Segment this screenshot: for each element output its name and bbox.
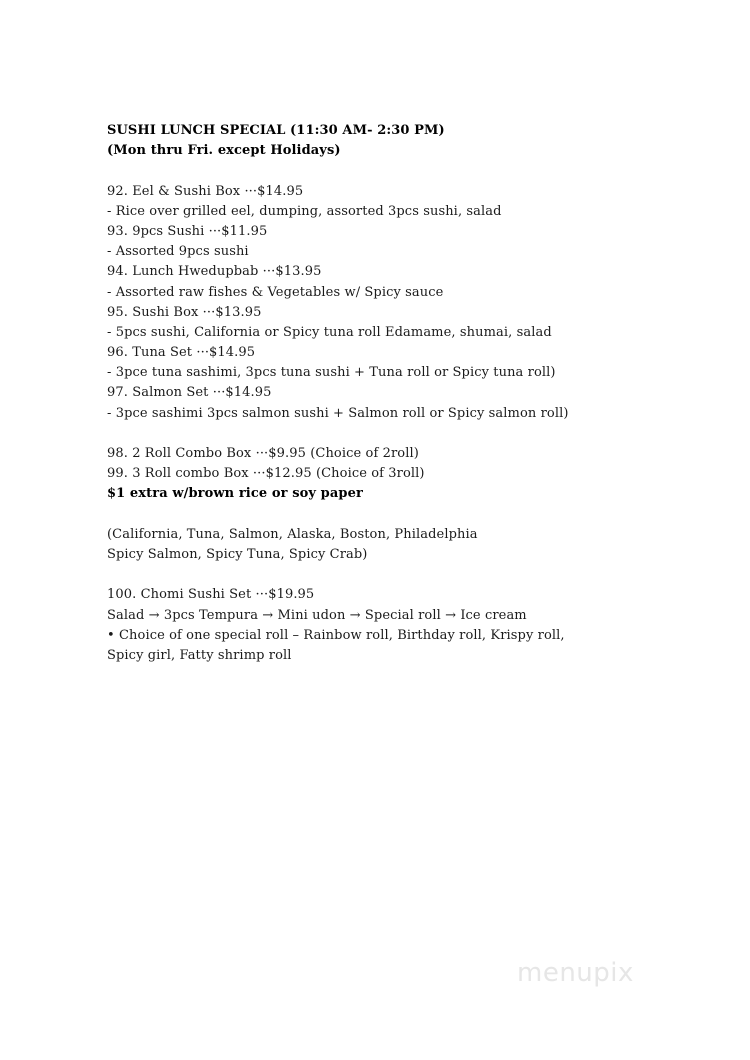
item-100-courses: Salad → 3pcs Tempura → Mini udon → Special roll → Ice cream xyxy=(107,607,527,623)
item-96-desc: - 3pce tuna sashimi, 3pcs tuna sushi + Tuna roll or Spicy tuna roll) xyxy=(107,365,556,381)
item-100-special-line-1: • Choice of one special roll – Rainbow roll, Birthday roll, Krispy roll, xyxy=(107,627,565,643)
item-94-name: 94. Lunch Hwedupbab ···$13.95 xyxy=(107,264,322,280)
item-100-name: 100. Chomi Sushi Set ···$19.95 xyxy=(107,587,315,603)
menu-page xyxy=(107,121,727,666)
combo-3-roll: 99. 3 Roll combo Box ···$12.95 (Choice of 3roll) xyxy=(107,466,425,482)
item-97-desc: - 3pce sashimi 3pcs salmon sushi + Salmon roll or Spicy salmon roll) xyxy=(107,405,569,421)
watermark-logo: menupix xyxy=(517,958,634,988)
roll-choices-line-1: (California, Tuna, Salmon, Alaska, Boston, Philadelphia xyxy=(107,526,478,542)
spacer xyxy=(107,565,727,585)
item-92-desc: - Rice over grilled eel, dumping, assorted 3pcs sushi, salad xyxy=(107,203,502,219)
spacer xyxy=(107,505,727,525)
section-subtitle: (Mon thru Fri. except Holidays) xyxy=(107,143,341,159)
section-title: SUSHI LUNCH SPECIAL (11:30 AM- 2:30 PM) xyxy=(107,123,445,138)
spacer xyxy=(107,161,727,181)
item-95-desc: - 5pcs sushi, California or Spicy tuna roll Edamame, shumai, salad xyxy=(107,324,552,340)
combo-2-roll: 98. 2 Roll Combo Box ···$9.95 (Choice of 2roll) xyxy=(107,446,419,461)
spacer xyxy=(107,424,727,444)
item-93-desc: - Assorted 9pcs sushi xyxy=(107,244,249,260)
item-97-name: 97. Salmon Set ···$14.95 xyxy=(107,385,272,401)
item-92-name: 92. Eel & Sushi Box ···$14.95 xyxy=(107,183,304,199)
item-96-name: 96. Tuna Set ···$14.95 xyxy=(107,345,256,361)
item-93-name: 93. 9pcs Sushi ···$11.95 xyxy=(107,223,268,239)
item-100-special-line-2: Spicy girl, Fatty shrimp roll xyxy=(107,647,292,663)
combo-extra-note: $1 extra w/brown rice or soy paper xyxy=(107,486,363,502)
item-95-name: 95. Sushi Box ···$13.95 xyxy=(107,304,262,320)
item-94-desc: - Assorted raw fishes & Vegetables w/ Spicy sauce xyxy=(107,284,444,300)
roll-choices-line-2: Spicy Salmon, Spicy Tuna, Spicy Crab) xyxy=(107,546,368,562)
